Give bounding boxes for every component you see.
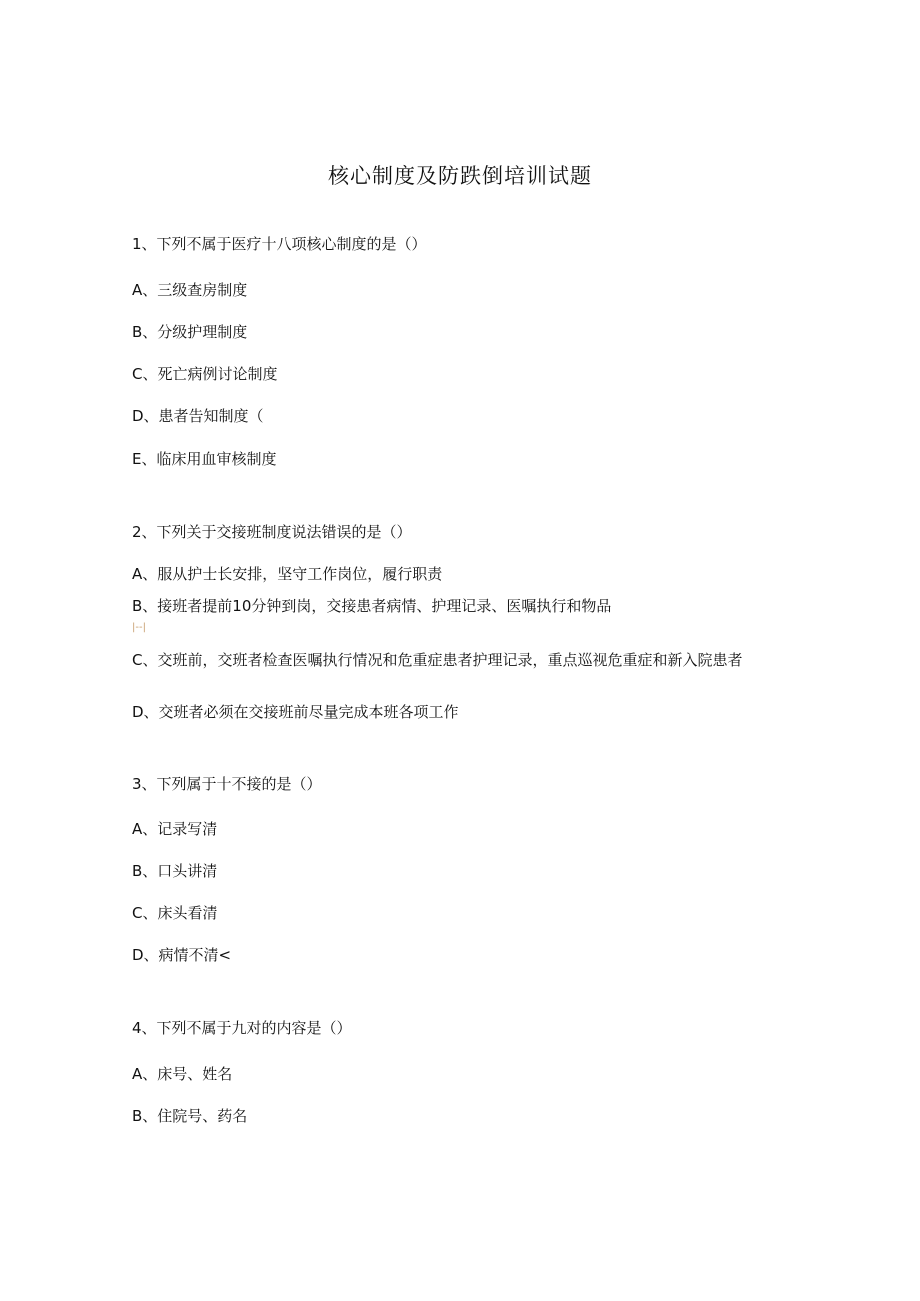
question-3-option-a: A、记录写清 [132, 820, 218, 838]
document-title: 核心制度及防跌倒培训试题 [328, 164, 592, 188]
question-3-option-b: B、口头讲清 [132, 862, 218, 880]
question-1-option-b: B、分级护理制度 [132, 323, 248, 341]
question-2-option-d: D、交班者必须在交接班前尽量完成本班各项工作 [132, 703, 459, 721]
question-1-option-c: C、死亡病例讨论制度 [132, 365, 278, 383]
question-2-option-a: A、服从护士长安排，坚守工作岗位，履行职责 [132, 565, 443, 583]
question-1-option-a: A、三级查房制度 [132, 281, 248, 299]
question-3-option-d: D、病情不清< [132, 946, 232, 964]
question-4-option-b: B、住院号、药名 [132, 1107, 248, 1125]
question-1-option-d: D、患者告知制度（ [132, 407, 264, 425]
question-2-stray-mark: |--| [132, 622, 146, 633]
question-2-stem: 2、下列关于交接班制度说法错误的是（） [132, 523, 412, 541]
question-1-option-e: E、临床用血审核制度 [132, 450, 277, 468]
question-3-stem: 3、下列属于十不接的是（） [132, 775, 322, 793]
question-2-option-b: B、接班者提前10分钟到岗，交接患者病情、护理记录、医嘱执行和物品 [132, 597, 612, 615]
question-4-option-a: A、床号、姓名 [132, 1065, 233, 1083]
question-4-stem: 4、下列不属于九对的内容是（） [132, 1019, 352, 1037]
question-2-option-c: C、交班前，交班者检查医嘱执行情况和危重症患者护理记录，重点巡视危重症和新入院患者 [132, 651, 743, 669]
question-3-option-c: C、床头看清 [132, 904, 218, 922]
question-1-stem: 1、下列不属于医疗十八项核心制度的是（） [132, 235, 427, 253]
